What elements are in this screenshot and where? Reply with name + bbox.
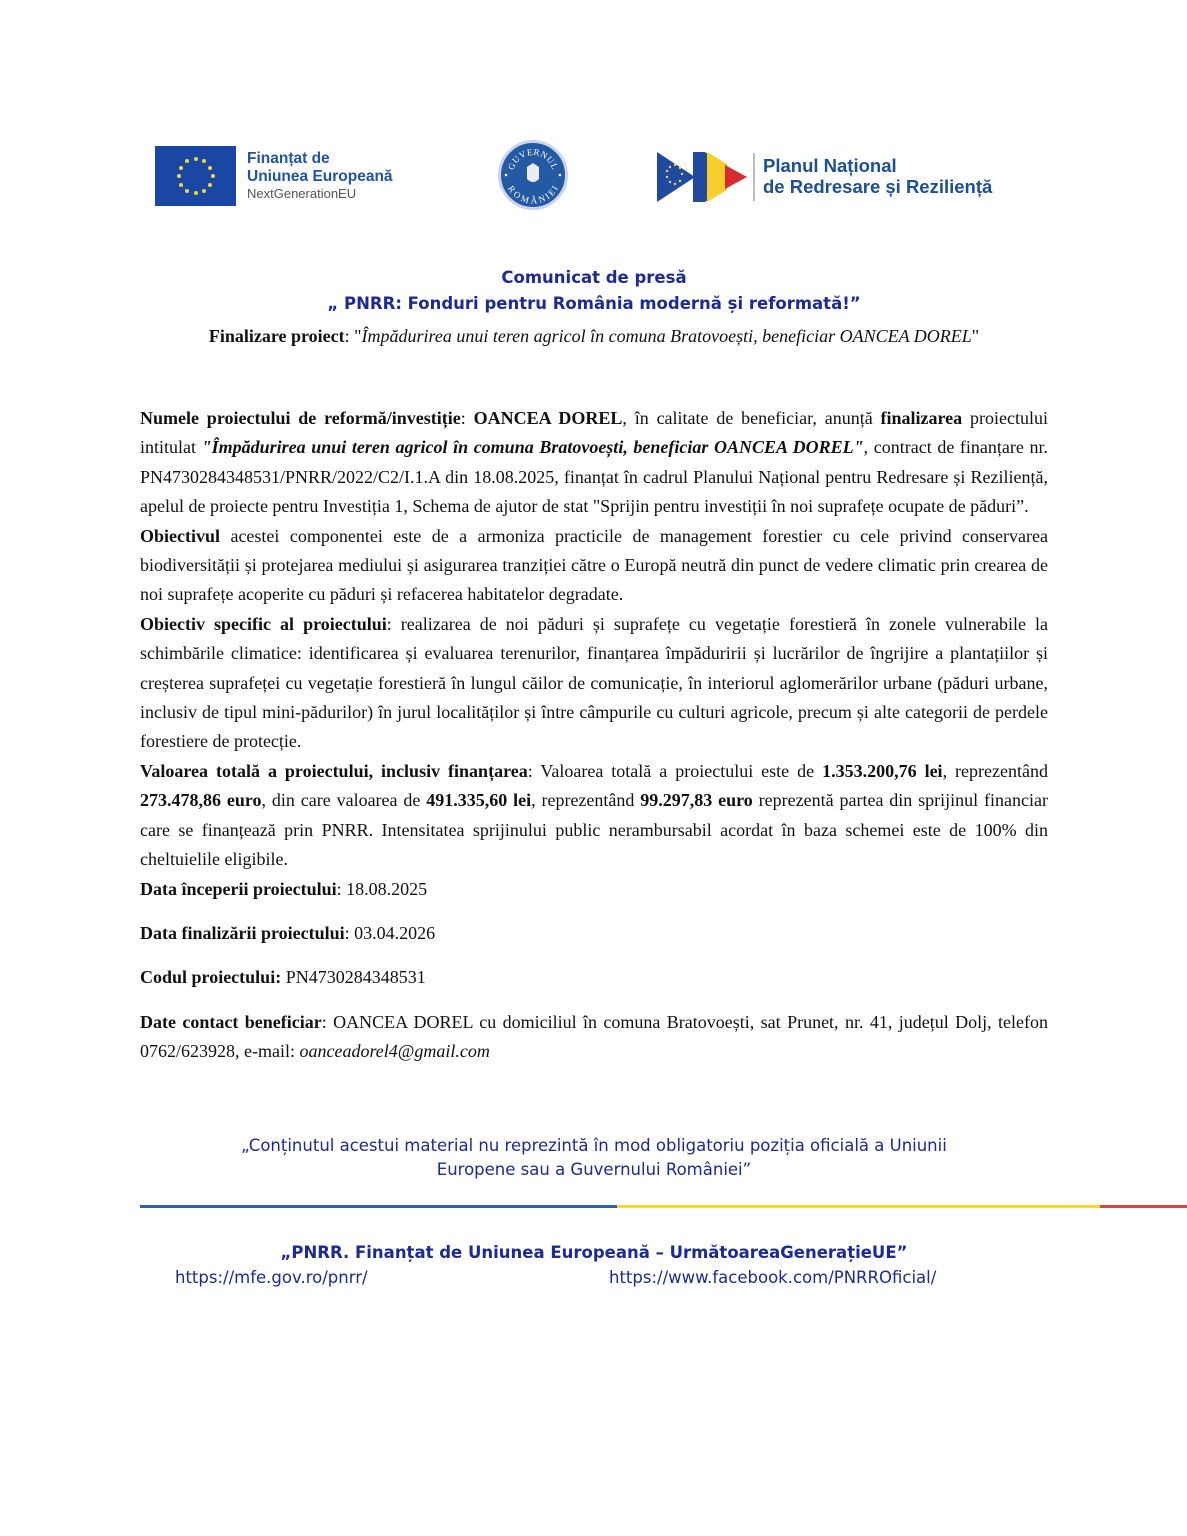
objective-paragraph (140, 522, 1048, 610)
start-date-label: Data începerii proiectului (140, 878, 337, 899)
contact-label: Date contact beneficiar (140, 1011, 322, 1032)
total-value-lei: 1.353.200,76 lei (822, 760, 943, 781)
value-paragraph (140, 757, 1048, 875)
project-code-label: Codul proiectului: (140, 967, 282, 988)
eu-logo-line1: Finanțat de (247, 150, 330, 168)
start-date-sep: : (336, 878, 347, 899)
value-text2: , reprezentând (942, 760, 1048, 781)
project-heading-name: Împădurirea unui teren agricol în comuna Bratovoești, beneficiar OANCEA DOREL (361, 326, 972, 346)
facebook-pnrr-link[interactable]: https://www.facebook.com/PNRROficial/ (609, 1268, 937, 1287)
page-title: Comunicat de presă (501, 268, 687, 287)
eu-star-icon (194, 191, 198, 195)
intro-text1: , în calitate de beneficiar, anunță (622, 408, 881, 428)
contact-paragraph (140, 1008, 1048, 1067)
specific-objective-text: : realizarea de noi păduri și suprafețe cu vegetație forestieră în zonele vulnerabile la schimbările climatice: identificarea și evaluarea terenurilor, finanțarea împăduririi și lucrărilor de îngrijire a plantațiilor și creșterea suprafeței cu vegetație forestieră în lungul căilor de comunicație, în interiorul aglomerărilor urbane (păduri urbane, inclusiv de tipul mini-pădurilor) în jurul localităților și între câmpurile cu culturi agricole, precum și alte categorii de perdele forestiere de protecție. (140, 613, 1048, 752)
pnrr-logo-text (763, 156, 992, 197)
disclaimer-line2: Europene sau a Guvernului României” (436, 1160, 752, 1179)
mfe-pnrr-link[interactable]: https://mfe.gov.ro/pnrr/ (175, 1268, 368, 1287)
eu-star-icon (185, 189, 189, 193)
specific-objective-paragraph (140, 610, 1048, 757)
eu-funding-logo (155, 146, 393, 206)
objective-label: Obiectivul (140, 525, 220, 546)
project-heading (140, 322, 1048, 350)
specific-objective-label: Obiectiv specific al proiectului (140, 613, 387, 634)
contact-text: : OANCEA DOREL cu domiciliul în comuna Bratovoești, sat Prunet, nr. 41, județul Dolj, telefon 0762/623928, e-mail: (140, 1011, 1048, 1062)
eu-star-icon (208, 166, 212, 170)
pnrr-arrows-icon (657, 152, 749, 202)
seal-top-text: GUVERNUL (505, 146, 561, 172)
eu-star-icon (185, 159, 189, 163)
seal-bottom-text: ROMÂNIEI (506, 183, 561, 206)
contact-email[interactable]: oanceadorel4@gmail.com (299, 1041, 490, 1062)
eu-star-icon (177, 174, 181, 178)
value-text3: , din care valoarea de (261, 790, 427, 811)
project-title: "Împădurirea unui teren agricol în comuna Bratovoești, beneficiar OANCEA DOREL" (201, 437, 864, 458)
pnrr-value-lei: 491.335,60 lei (426, 790, 532, 811)
value-text1: : Valoarea totală a proiectului este de (527, 760, 823, 781)
intro-paragraph (140, 404, 1048, 522)
objective-text: acestei componentei este de a armoniza practicile de management forestier cu cele privind conservarea biodiversității și protejarea mediului și asigurarea tranziției către o Europă neutră din punct de vedere climatic prin crearea de noi suprafețe acoperite cu păduri și refacerea habitatelor degradate. (140, 525, 1048, 605)
beneficiary-name: OANCEA DOREL (473, 408, 623, 428)
end-date-label: Data finalizării proiectului (140, 922, 345, 943)
eu-star-icon (179, 183, 183, 187)
end-date-sep: : (344, 922, 355, 943)
start-date-value: 18.08.2025 (346, 878, 428, 899)
press-release-body (140, 404, 1048, 1067)
pnrr-logo-line2: de Redresare și Reziliență (763, 176, 993, 197)
disclaimer-line1: „Conținutul acestui material nu reprezintă în mod obligatoriu poziția oficială a Uniunii (241, 1136, 947, 1155)
intro-label: Numele proiectului de reformă/investiție (140, 408, 461, 428)
eu-star-icon (179, 166, 183, 170)
government-seal-icon (501, 143, 565, 207)
start-date-line (140, 875, 1048, 904)
project-heading-sep: : " (344, 326, 362, 346)
end-date-value: 03.04.2026 (354, 922, 436, 943)
value-text4: , reprezentând (531, 790, 641, 811)
project-code-value: PN4730284348531 (281, 967, 426, 988)
project-heading-end: " (971, 326, 980, 346)
eu-star-icon (194, 157, 198, 161)
page-subtitle: „ PNRR: Fonduri pentru România modernă și reformată!” (327, 294, 861, 313)
finalization-word: finalizarea (880, 408, 963, 428)
disclaimer (140, 1134, 1048, 1182)
intro-sep: : (460, 408, 474, 428)
pnrr-divider (753, 153, 755, 201)
value-text5: reprezentă partea din sprijinul financiar care se finanțează prin PNRR. Intensitatea sprijinului public nerambursabil acordat în baza schemei este de 100% din cheltuielile eligibile. (140, 790, 1048, 870)
eu-logo-text (247, 150, 393, 201)
total-value-euro: 273.478,86 euro (140, 790, 262, 811)
footer-slogan: „PNRR. Finanțat de Uniunea Europeană – UrmătoareaGenerațieUE” (280, 1243, 908, 1262)
footer-rule-red (1100, 1205, 1187, 1208)
eu-logo-line2: Uniunea Europeană (247, 167, 393, 185)
intro-text2: proiectului intitulat (140, 408, 1048, 458)
value-label: Valoarea totală a proiectului, inclusiv finanțarea (140, 760, 528, 781)
eu-flag-icon (155, 146, 236, 206)
pnrr-value-euro: 99.297,83 euro (640, 790, 753, 811)
eagle-shield-icon (527, 163, 539, 182)
footer-rule-yellow (617, 1205, 1100, 1208)
eu-star-icon (208, 183, 212, 187)
eu-star-icon (211, 174, 215, 178)
eu-star-icon (202, 159, 206, 163)
government-seal-logo (498, 140, 568, 210)
svg-text:ROMÂNIEI (506, 184, 560, 206)
footer-rule-blue (140, 1205, 617, 1208)
project-code-line (140, 963, 1048, 992)
eu-star-icon (202, 189, 206, 193)
end-date-line (140, 919, 1048, 948)
pnrr-logo-line1: Planul Național (763, 155, 897, 177)
pnrr-logo (657, 152, 992, 202)
project-heading-label: Finalizare proiect (208, 326, 345, 346)
intro-text3: , contract de finanțare nr. PN4730284348531/PNRR/2022/C2/I.1.A din 18.08.2025, finanțat în cadrul Planului Național pentru Redresare și Reziliență, apelul de proiecte pentru Investiția 1, Schema de ajutor de stat "Sprijin pentru investiții în noi suprafețe ocupate de păduri”. (140, 437, 1049, 517)
eu-logo-line3: NextGenerationEU (247, 186, 357, 202)
